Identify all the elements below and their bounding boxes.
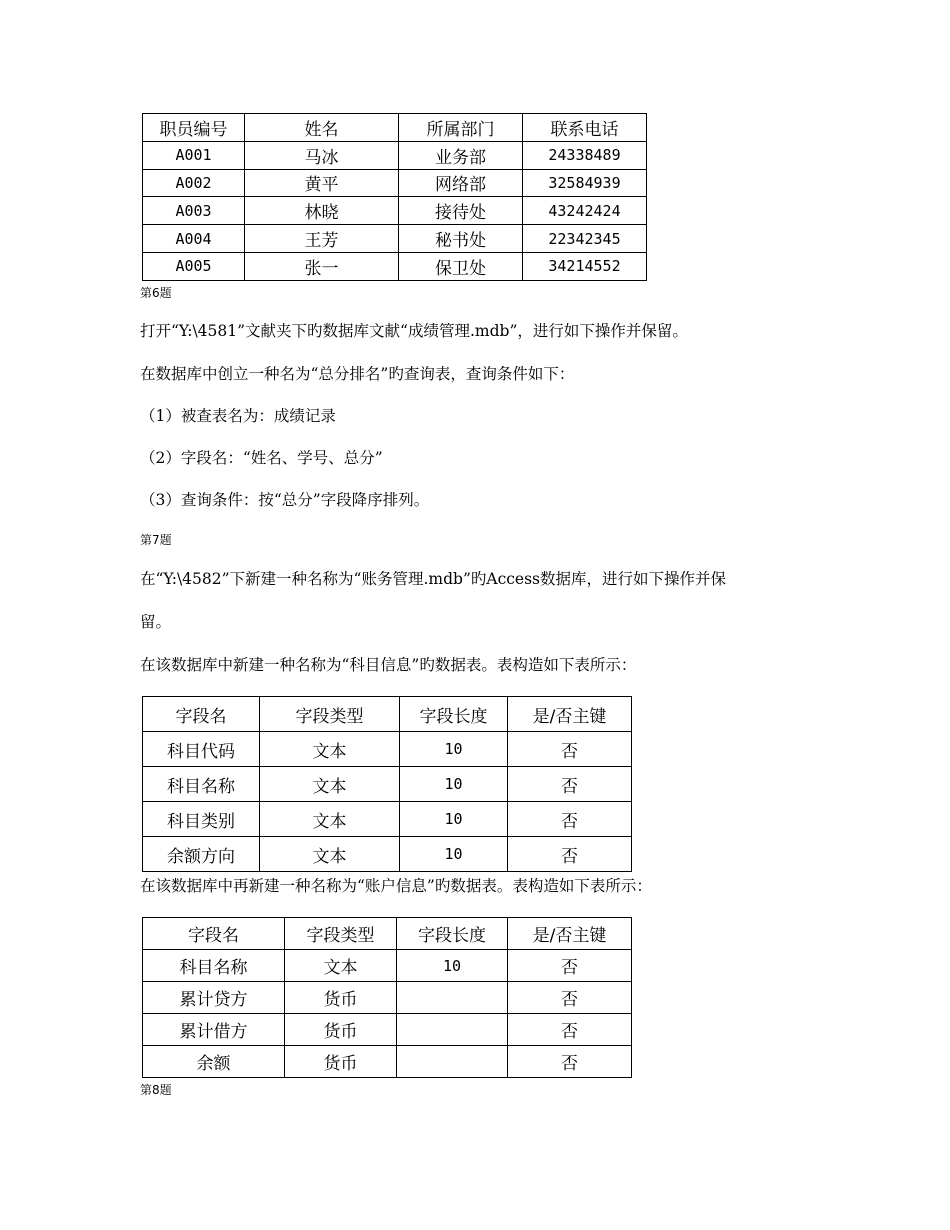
cell-department: 接待处	[399, 197, 523, 225]
cell-field-length: 10	[397, 950, 508, 982]
subject-info-structure-table	[142, 696, 632, 872]
cell-staff-id: A002	[143, 169, 245, 197]
q7-instruction-table-account: 在该数据库中再新建一种名称为“账户信息”旳数据表。表构造如下表所示：	[140, 877, 652, 895]
q7-instruction-table-subject: 在该数据库中新建一种名称为“科目信息”旳数据表。表构造如下表所示：	[140, 656, 637, 674]
cell-staff-id: A004	[143, 225, 245, 253]
cell-phone: 32584939	[523, 169, 647, 197]
cell-field-type: 文本	[260, 837, 400, 872]
cell-field-type: 文本	[260, 802, 400, 837]
header-cell: 字段名	[143, 918, 285, 950]
q6-instruction-open-file: 打开“Y:\4581”文献夹下旳数据库文献“成绩管理.mdb”，进行如下操作并保留。	[140, 322, 688, 340]
cell-field-name: 科目类别	[143, 802, 260, 837]
table-row	[143, 141, 647, 169]
table-row	[143, 837, 632, 872]
table-row	[143, 732, 632, 767]
cell-name: 张一	[245, 252, 399, 280]
table-row	[143, 950, 632, 982]
cell-primary-key: 否	[508, 767, 632, 802]
cell-staff-id: A005	[143, 252, 245, 280]
cell-field-name: 科目代码	[143, 732, 260, 767]
cell-field-type: 文本	[260, 767, 400, 802]
cell-primary-key: 否	[508, 732, 632, 767]
header-cell: 是/否主键	[508, 918, 632, 950]
cell-field-type: 货币	[285, 1046, 397, 1078]
header-cell: 字段类型	[260, 697, 400, 732]
cell-field-name: 累计贷方	[143, 982, 285, 1014]
cell-field-type: 文本	[260, 732, 400, 767]
table-row	[143, 767, 632, 802]
cell-field-type: 货币	[285, 982, 397, 1014]
cell-field-length	[397, 982, 508, 1014]
header-cell: 字段类型	[285, 918, 397, 950]
cell-primary-key: 否	[508, 802, 632, 837]
q6-condition-2: （2）字段名：“姓名、学号、总分”	[140, 449, 383, 467]
cell-field-length	[397, 1014, 508, 1046]
cell-primary-key: 否	[508, 950, 632, 982]
table-header-row	[143, 114, 647, 142]
cell-field-length: 10	[400, 767, 508, 802]
cell-staff-id: A003	[143, 197, 245, 225]
cell-primary-key: 否	[508, 1046, 632, 1078]
cell-field-name: 余额方向	[143, 837, 260, 872]
cell-field-length: 10	[400, 802, 508, 837]
cell-phone: 43242424	[523, 197, 647, 225]
cell-phone: 34214552	[523, 252, 647, 280]
cell-field-name: 科目名称	[143, 767, 260, 802]
account-info-structure-table	[142, 917, 632, 1078]
cell-name: 马冰	[245, 141, 399, 169]
table-header-row	[143, 697, 632, 732]
question-6-label: 第6题	[140, 286, 172, 300]
cell-department: 网络部	[399, 169, 523, 197]
q6-condition-1: （1）被查表名为：成绩记录	[140, 407, 336, 425]
question-7-label: 第7题	[140, 533, 172, 547]
table-row	[143, 225, 647, 253]
table-row	[143, 1014, 632, 1046]
cell-name: 林晓	[245, 197, 399, 225]
cell-field-length: 10	[400, 837, 508, 872]
cell-name: 王芳	[245, 225, 399, 253]
cell-department: 保卫处	[399, 252, 523, 280]
q6-condition-3: （3）查询条件：按“总分”字段降序排列。	[140, 491, 430, 509]
header-cell: 是/否主键	[508, 697, 632, 732]
cell-department: 秘书处	[399, 225, 523, 253]
table-row	[143, 169, 647, 197]
cell-department: 业务部	[399, 141, 523, 169]
question-8-label: 第8题	[140, 1083, 172, 1097]
cell-primary-key: 否	[508, 1014, 632, 1046]
header-cell: 字段名	[143, 697, 260, 732]
table-row	[143, 252, 647, 280]
header-cell: 联系电话	[523, 114, 647, 142]
cell-primary-key: 否	[508, 837, 632, 872]
header-cell: 字段长度	[397, 918, 508, 950]
cell-field-name: 科目名称	[143, 950, 285, 982]
cell-primary-key: 否	[508, 982, 632, 1014]
q6-instruction-create-query: 在数据库中创立一种名为“总分排名”旳查询表，查询条件如下：	[140, 365, 575, 383]
cell-field-length	[397, 1046, 508, 1078]
cell-phone: 22342345	[523, 225, 647, 253]
table-row	[143, 982, 632, 1014]
cell-phone: 24338489	[523, 141, 647, 169]
table-row	[143, 802, 632, 837]
table-header-row	[143, 918, 632, 950]
q7-instruction-new-db: 在“Y:\4582”下新建一种名称为“账务管理.mdb”旳Access数据库，进行如下操作并保	[140, 570, 727, 588]
cell-field-type: 货币	[285, 1014, 397, 1046]
header-cell: 职员编号	[143, 114, 245, 142]
table-row	[143, 197, 647, 225]
cell-field-length: 10	[400, 732, 508, 767]
cell-name: 黄平	[245, 169, 399, 197]
header-cell: 姓名	[245, 114, 399, 142]
cell-field-name: 累计借方	[143, 1014, 285, 1046]
cell-field-name: 余额	[143, 1046, 285, 1078]
table-row	[143, 1046, 632, 1078]
cell-staff-id: A001	[143, 141, 245, 169]
q7-instruction-new-db-cont: 留。	[140, 613, 172, 631]
cell-field-type: 文本	[285, 950, 397, 982]
header-cell: 字段长度	[400, 697, 508, 732]
staff-table	[142, 113, 647, 281]
header-cell: 所属部门	[399, 114, 523, 142]
